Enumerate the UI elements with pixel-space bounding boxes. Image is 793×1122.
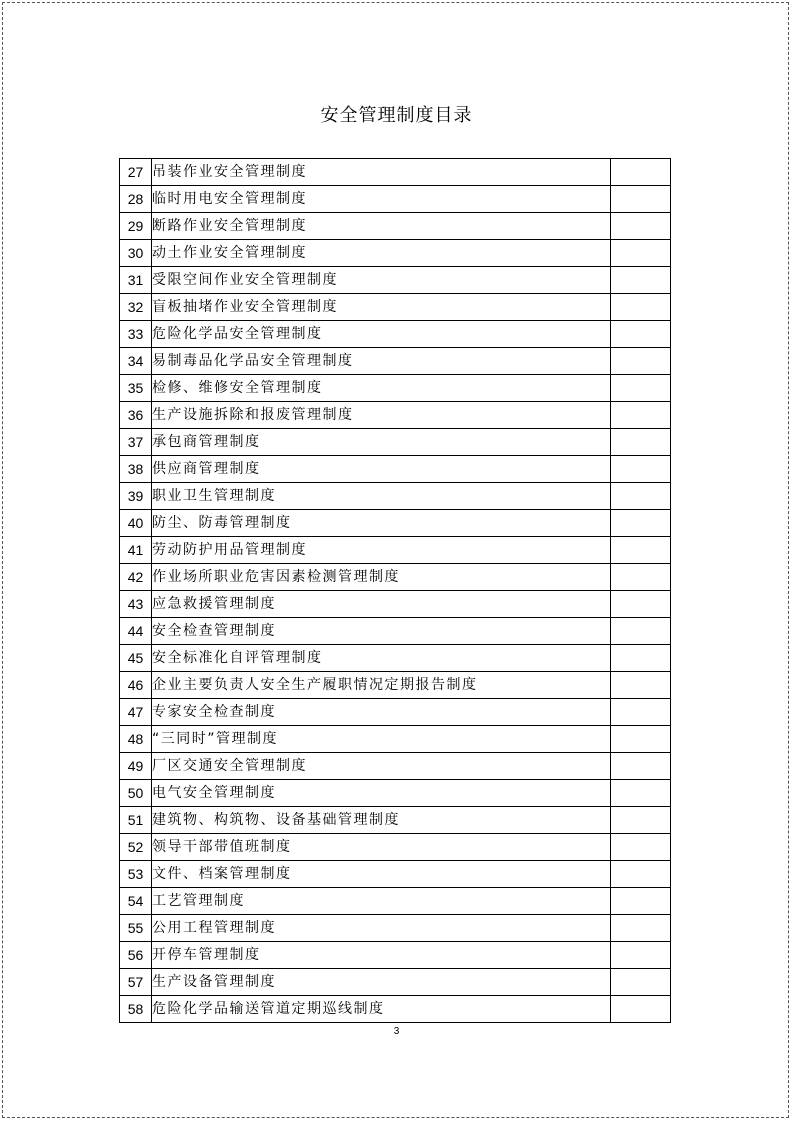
row-number: 54	[120, 888, 152, 915]
table-row	[120, 807, 671, 834]
regulation-name: 危险化学品安全管理制度	[152, 321, 611, 348]
page-cell	[611, 375, 671, 402]
table-row	[120, 537, 671, 564]
page-cell	[611, 942, 671, 969]
page-cell	[611, 645, 671, 672]
row-number: 36	[120, 402, 152, 429]
table-row	[120, 726, 671, 753]
row-number: 30	[120, 240, 152, 267]
row-number: 34	[120, 348, 152, 375]
page-cell	[611, 402, 671, 429]
regulation-name: 临时用电安全管理制度	[152, 186, 611, 213]
table-row	[120, 618, 671, 645]
table-row	[120, 375, 671, 402]
row-number: 42	[120, 564, 152, 591]
regulation-name: “三同时”管理制度	[152, 726, 611, 753]
regulation-name: 作业场所职业危害因素检测管理制度	[152, 564, 611, 591]
row-number: 33	[120, 321, 152, 348]
row-number: 55	[120, 915, 152, 942]
table-row	[120, 996, 671, 1023]
table-row	[120, 159, 671, 186]
row-number: 39	[120, 483, 152, 510]
page-number: 3	[393, 1026, 400, 1037]
page-cell	[611, 753, 671, 780]
regulation-name: 危险化学品输送管道定期巡线制度	[152, 996, 611, 1023]
row-number: 46	[120, 672, 152, 699]
regulation-name: 领导干部带值班制度	[152, 834, 611, 861]
row-number: 45	[120, 645, 152, 672]
page-cell	[611, 294, 671, 321]
table-row	[120, 213, 671, 240]
row-number: 56	[120, 942, 152, 969]
page-cell	[611, 780, 671, 807]
table-row	[120, 402, 671, 429]
page-cell	[611, 321, 671, 348]
table-row	[120, 969, 671, 996]
page-cell	[611, 483, 671, 510]
table-row	[120, 267, 671, 294]
table-row	[120, 645, 671, 672]
page-cell	[611, 456, 671, 483]
table-row	[120, 915, 671, 942]
regulation-name: 吊装作业安全管理制度	[152, 159, 611, 186]
regulation-name: 生产设施拆除和报废管理制度	[152, 402, 611, 429]
toc-table-body	[120, 159, 671, 1023]
table-row	[120, 861, 671, 888]
regulation-name: 动土作业安全管理制度	[152, 240, 611, 267]
regulation-name: 防尘、防毒管理制度	[152, 510, 611, 537]
row-number: 50	[120, 780, 152, 807]
row-number: 51	[120, 807, 152, 834]
regulation-name: 建筑物、构筑物、设备基础管理制度	[152, 807, 611, 834]
page-cell	[611, 429, 671, 456]
table-row	[120, 834, 671, 861]
page-cell	[611, 564, 671, 591]
regulation-name: 文件、档案管理制度	[152, 861, 611, 888]
page-cell	[611, 348, 671, 375]
regulation-name: 盲板抽堵作业安全管理制度	[152, 294, 611, 321]
page-cell	[611, 510, 671, 537]
row-number: 52	[120, 834, 152, 861]
page-cell	[611, 807, 671, 834]
row-number: 40	[120, 510, 152, 537]
regulation-name: 易制毒品化学品安全管理制度	[152, 348, 611, 375]
toc-table	[119, 158, 671, 1023]
page-cell	[611, 888, 671, 915]
page-cell	[611, 699, 671, 726]
table-row	[120, 942, 671, 969]
row-number: 49	[120, 753, 152, 780]
regulation-name: 受限空间作业安全管理制度	[152, 267, 611, 294]
regulation-name: 公用工程管理制度	[152, 915, 611, 942]
table-row	[120, 672, 671, 699]
table-row	[120, 456, 671, 483]
regulation-name: 安全标准化自评管理制度	[152, 645, 611, 672]
page-cell	[611, 861, 671, 888]
regulation-name: 厂区交通安全管理制度	[152, 753, 611, 780]
regulation-name: 职业卫生管理制度	[152, 483, 611, 510]
row-number: 57	[120, 969, 152, 996]
table-row	[120, 429, 671, 456]
row-number: 41	[120, 537, 152, 564]
page-cell	[611, 915, 671, 942]
regulation-name: 生产设备管理制度	[152, 969, 611, 996]
page-cell	[611, 996, 671, 1023]
regulation-name: 供应商管理制度	[152, 456, 611, 483]
table-row	[120, 780, 671, 807]
page-cell	[611, 591, 671, 618]
regulation-name: 应急救援管理制度	[152, 591, 611, 618]
table-row	[120, 753, 671, 780]
table-row	[120, 321, 671, 348]
row-number: 38	[120, 456, 152, 483]
regulation-name: 开停车管理制度	[152, 942, 611, 969]
regulation-name: 断路作业安全管理制度	[152, 213, 611, 240]
page-cell	[611, 537, 671, 564]
page-cell	[611, 834, 671, 861]
row-number: 44	[120, 618, 152, 645]
page-cell	[611, 969, 671, 996]
row-number: 37	[120, 429, 152, 456]
row-number: 27	[120, 159, 152, 186]
page-cell	[611, 240, 671, 267]
row-number: 48	[120, 726, 152, 753]
table-row	[120, 294, 671, 321]
row-number: 47	[120, 699, 152, 726]
table-row	[120, 591, 671, 618]
row-number: 35	[120, 375, 152, 402]
row-number: 53	[120, 861, 152, 888]
document-title: 安全管理制度目录	[320, 105, 473, 126]
regulation-name: 电气安全管理制度	[152, 780, 611, 807]
row-number: 58	[120, 996, 152, 1023]
table-row	[120, 564, 671, 591]
regulation-name: 安全检查管理制度	[152, 618, 611, 645]
row-number: 43	[120, 591, 152, 618]
page-cell	[611, 186, 671, 213]
row-number: 31	[120, 267, 152, 294]
page-cell	[611, 618, 671, 645]
table-row	[120, 240, 671, 267]
table-row	[120, 510, 671, 537]
regulation-name: 工艺管理制度	[152, 888, 611, 915]
page-cell	[611, 726, 671, 753]
page-cell	[611, 672, 671, 699]
regulation-name: 承包商管理制度	[152, 429, 611, 456]
regulation-name: 检修、维修安全管理制度	[152, 375, 611, 402]
table-row	[120, 888, 671, 915]
table-row	[120, 483, 671, 510]
regulation-name: 专家安全检查制度	[152, 699, 611, 726]
table-row	[120, 186, 671, 213]
regulation-name: 企业主要负责人安全生产履职情况定期报告制度	[152, 672, 611, 699]
page-cell	[611, 267, 671, 294]
page-cell	[611, 213, 671, 240]
table-row	[120, 699, 671, 726]
regulation-name: 劳动防护用品管理制度	[152, 537, 611, 564]
row-number: 28	[120, 186, 152, 213]
page-cell	[611, 159, 671, 186]
row-number: 29	[120, 213, 152, 240]
row-number: 32	[120, 294, 152, 321]
table-row	[120, 348, 671, 375]
